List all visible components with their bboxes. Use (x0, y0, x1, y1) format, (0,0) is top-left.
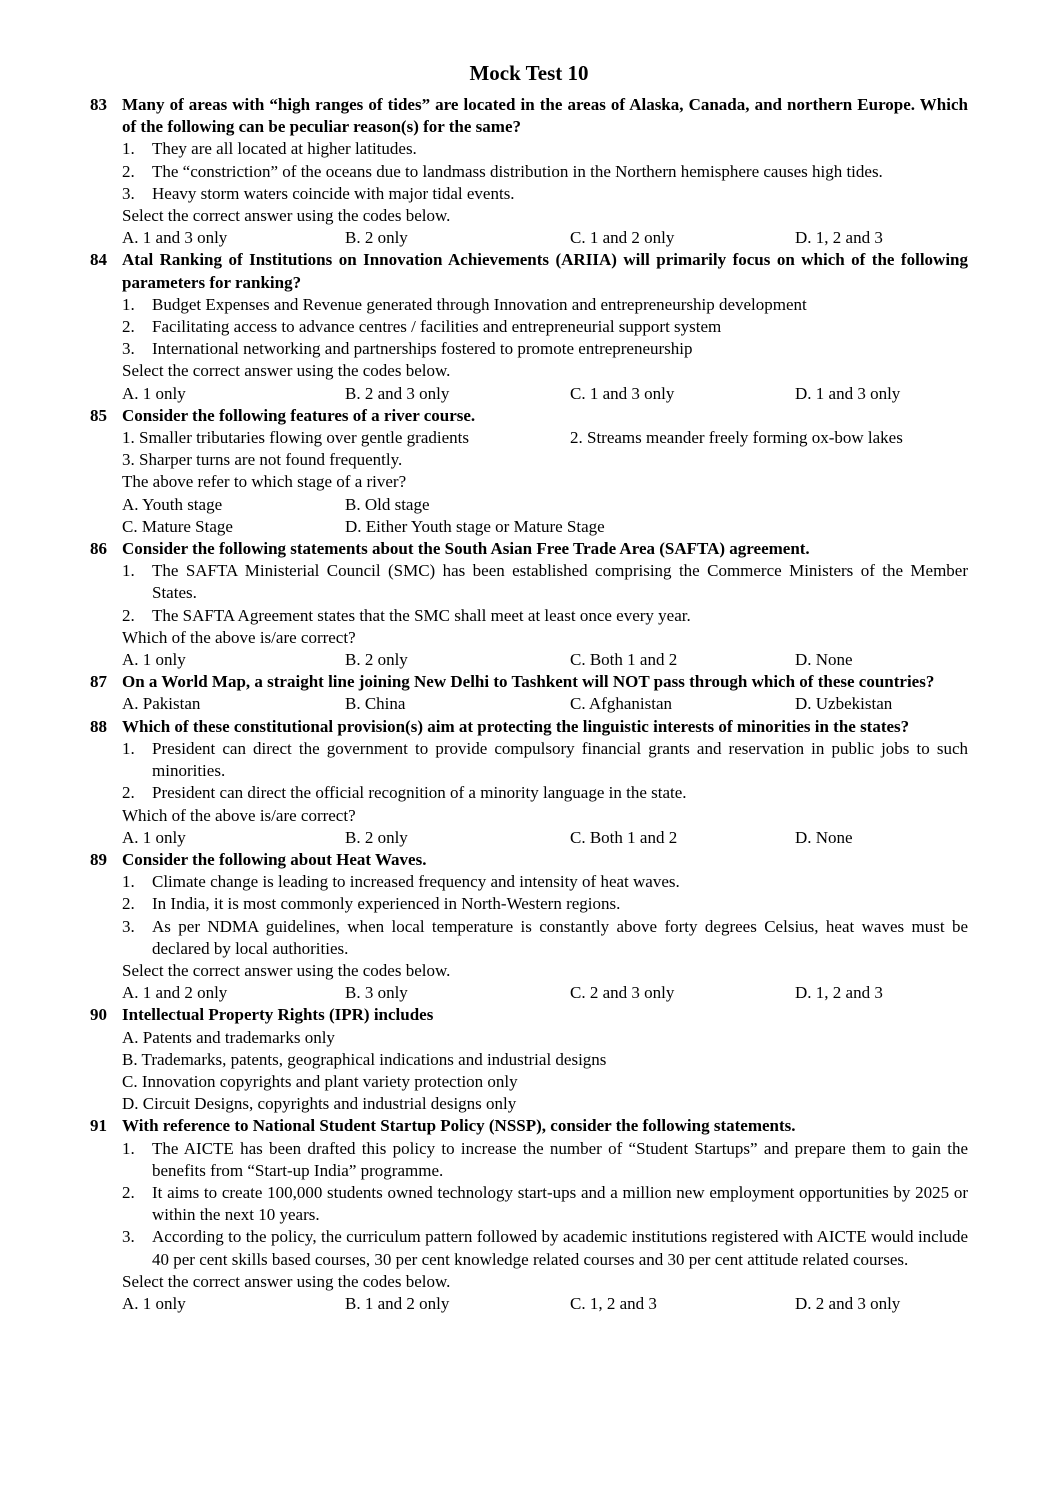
statement-item (122, 871, 968, 893)
question-body (122, 1004, 968, 1115)
statement-item (122, 183, 968, 205)
options-row (122, 982, 968, 1004)
question-86 (90, 538, 968, 671)
question-90 (90, 1004, 968, 1115)
item-text: Budget Expenses and Revenue generated through Innovation and entrepreneurship development (152, 294, 807, 314)
item-text: It aims to create 100,000 students owned technology start-ups and a million new employment opportunities by 2025 or within the next 10 years. (152, 1182, 968, 1225)
question-body (122, 1115, 968, 1315)
answer-option: B. 3 only (345, 983, 408, 1003)
item-marker: 3. (122, 339, 135, 359)
question-stem: Consider the following features of a river course. (122, 405, 476, 425)
item-marker: 1. (122, 139, 135, 159)
question-number: 86 (90, 539, 107, 559)
question-body (122, 538, 968, 671)
question-line: Select the correct answer using the codes below. (122, 960, 451, 980)
options-row (122, 383, 968, 405)
options-row (122, 1293, 968, 1315)
answer-option: D. Circuit Designs, copyrights and industrial designs only (122, 1094, 517, 1114)
item-text: The SAFTA Agreement states that the SMC shall meet at least once every year. (152, 605, 691, 625)
options-row (122, 494, 968, 516)
question-number: 89 (90, 849, 107, 869)
question-line: Select the correct answer using the codes below. (122, 361, 451, 381)
answer-option: C. Innovation copyrights and plant variety protection only (122, 1071, 518, 1091)
answer-option: C. 1 and 2 only (570, 228, 675, 248)
answer-option: B. 2 only (345, 650, 408, 670)
statement-item (122, 605, 968, 627)
question-91 (90, 1115, 968, 1315)
question-number: 83 (90, 95, 107, 114)
item-text: Facilitating access to advance centres / facilities and entrepreneurial support system (152, 317, 722, 337)
question-body (122, 671, 968, 715)
statement-item (122, 738, 968, 782)
item-text: The “constriction” of the oceans due to landmass distribution in the Northern hemisphere causes high tides. (152, 161, 883, 181)
answer-option: D. None (795, 650, 853, 670)
options-row (122, 693, 968, 715)
answer-option: C. Mature Stage (122, 516, 233, 536)
answer-option: B. China (345, 694, 406, 714)
question-number: 85 (90, 405, 107, 425)
answer-option: C. Both 1 and 2 (570, 827, 678, 847)
answer-option: C. Afghanistan (570, 694, 672, 714)
item-marker: 1. (122, 872, 135, 892)
answer-option: C. 1 and 3 only (570, 383, 675, 403)
item-marker: 3. (122, 1227, 135, 1247)
question-line: Select the correct answer using the codes below. (122, 206, 451, 226)
item-marker: 1. (122, 561, 135, 581)
question-line: The above refer to which stage of a river? (122, 472, 407, 492)
answer-option: B. Old stage (345, 494, 430, 514)
item-marker: 1. (122, 738, 135, 758)
question-stem: Consider the following statements about the South Asian Free Trade Area (SAFTA) agreement. (122, 539, 810, 559)
item-marker: 2. (122, 605, 135, 625)
question-line: 3. Sharper turns are not found frequently. (122, 450, 403, 470)
answer-option: A. 1 only (122, 1293, 186, 1313)
item-marker: 2. (122, 894, 135, 914)
question-stem: On a World Map, a straight line joining New Delhi to Tashkent will NOT pass through which of these countries? (122, 672, 935, 692)
item-text: International networking and partnerships fostered to promote entrepreneurship (152, 339, 693, 359)
answer-option: C. Both 1 and 2 (570, 650, 678, 670)
statement-item (122, 893, 968, 915)
statement-item (122, 338, 968, 360)
answer-option: D. 2 and 3 only (795, 1293, 901, 1313)
item-marker: 3. (122, 916, 135, 936)
options-row (122, 649, 968, 671)
item-text: 1. Smaller tributaries flowing over gentle gradients (122, 428, 469, 448)
question-body (122, 716, 968, 849)
options-row (122, 516, 968, 538)
item-text: 2. Streams meander freely forming ox-bow lakes (570, 428, 903, 448)
answer-option: A. 1 and 2 only (122, 983, 228, 1003)
question-stem: Intellectual Property Rights (IPR) includes (122, 1005, 434, 1025)
item-text: They are all located at higher latitudes. (152, 139, 417, 159)
question-body (122, 94, 968, 249)
item-marker: 2. (122, 317, 135, 337)
question-84 (90, 249, 968, 404)
page-title: Mock Test 10 (469, 61, 589, 85)
answer-option: D. 1, 2 and 3 (795, 228, 883, 248)
answer-option: A. 1 only (122, 827, 186, 847)
item-marker: 3. (122, 183, 135, 203)
question-stem: Atal Ranking of Institutions on Innovation Achievements (ARIIA) will primarily focus on which of the following parameters for ranking? (122, 250, 968, 292)
answer-option: D. Either Youth stage or Mature Stage (345, 516, 605, 536)
question-line: Which of the above is/are correct? (122, 627, 356, 647)
item-text: Heavy storm waters coincide with major tidal events. (152, 183, 515, 203)
options-row (122, 227, 968, 249)
answer-option: A. 1 and 3 only (122, 228, 228, 248)
statement-item (122, 1138, 968, 1182)
question-85 (90, 405, 968, 538)
statement-pair (122, 427, 968, 449)
item-text: The SAFTA Ministerial Council (SMC) has been established comprising the Commerce Ministers of the Member States. (152, 561, 968, 603)
question-stem: Which of these constitutional provision(s) aim at protecting the linguistic interests of minorities in the states? (122, 716, 910, 736)
question-number: 87 (90, 672, 107, 692)
statement-item (122, 161, 968, 183)
answer-option: D. 1 and 3 only (795, 383, 901, 403)
item-marker: 2. (122, 783, 135, 803)
question-89 (90, 849, 968, 1004)
question-stem: With reference to National Student Startup Policy (NSSP), consider the following statements. (122, 1116, 796, 1136)
answer-option: A. Patents and trademarks only (122, 1027, 335, 1047)
statement-item (122, 294, 968, 316)
question-body (122, 849, 968, 1004)
answer-option: A. Pakistan (122, 694, 201, 714)
item-marker: 2. (122, 161, 135, 181)
options-row (122, 827, 968, 849)
answer-option: D. 1, 2 and 3 (795, 983, 883, 1003)
question-stem: Consider the following about Heat Waves. (122, 849, 427, 869)
item-text: As per NDMA guidelines, when local temperature is constantly above forty degrees Celsius, heat waves must be declared by local authorities. (152, 916, 968, 958)
item-text: Climate change is leading to increased frequency and intensity of heat waves. (152, 872, 680, 892)
item-marker: 1. (122, 294, 135, 314)
answer-option: C. 2 and 3 only (570, 983, 675, 1003)
answer-option: B. Trademarks, patents, geographical indications and industrial designs (122, 1049, 607, 1069)
question-88 (90, 716, 968, 849)
answer-option: B. 2 and 3 only (345, 383, 450, 403)
statement-item (122, 138, 968, 160)
question-line: Which of the above is/are correct? (122, 805, 356, 825)
item-text: The AICTE has been drafted this policy to increase the number of “Student Startups” and prepare them to gain the benefits from “Start-up India” programme. (152, 1138, 968, 1180)
question-number: 88 (90, 716, 107, 736)
item-text: According to the policy, the curriculum pattern followed by academic institutions registered with AICTE would include 40 per cent skills based courses, 30 per cent knowledge related courses and 30 per cent attitude related courses. (152, 1227, 968, 1269)
question-number: 90 (90, 1005, 107, 1025)
answer-option: A. Youth stage (122, 494, 223, 514)
answer-option: C. 1, 2 and 3 (570, 1293, 657, 1313)
question-line: Select the correct answer using the codes below. (122, 1271, 451, 1291)
answer-option: B. 1 and 2 only (345, 1293, 450, 1313)
question-body (122, 249, 968, 404)
statement-item (122, 916, 968, 960)
item-marker: 2. (122, 1182, 135, 1202)
question-number: 91 (90, 1116, 107, 1136)
question-stem: Many of areas with “high ranges of tides” are located in the areas of Alaska, Canada, and northern Europe. Which of the following can be peculiar reason(s) for the same? (122, 95, 968, 137)
question-number: 84 (90, 250, 107, 270)
answer-option: B. 2 only (345, 228, 408, 248)
answer-option: B. 2 only (345, 827, 408, 847)
item-text: President can direct the government to provide compulsory financial grants and reservation in public jobs to such minorities. (152, 738, 968, 781)
question-83 (90, 94, 968, 249)
statement-item (122, 782, 968, 804)
answer-option: A. 1 only (122, 650, 186, 670)
item-text: President can direct the official recognition of a minority language in the state. (152, 783, 687, 803)
statement-item (122, 560, 968, 604)
item-marker: 1. (122, 1138, 135, 1158)
question-body (122, 405, 968, 538)
statement-item (122, 316, 968, 338)
answer-option: D. None (795, 827, 853, 847)
question-list (90, 94, 968, 1315)
statement-item (122, 1226, 968, 1270)
answer-option: A. 1 only (122, 383, 186, 403)
answer-option: D. Uzbekistan (795, 694, 893, 714)
item-text: In India, it is most commonly experienced in North-Western regions. (152, 894, 621, 914)
question-87 (90, 671, 968, 715)
statement-item (122, 1182, 968, 1226)
